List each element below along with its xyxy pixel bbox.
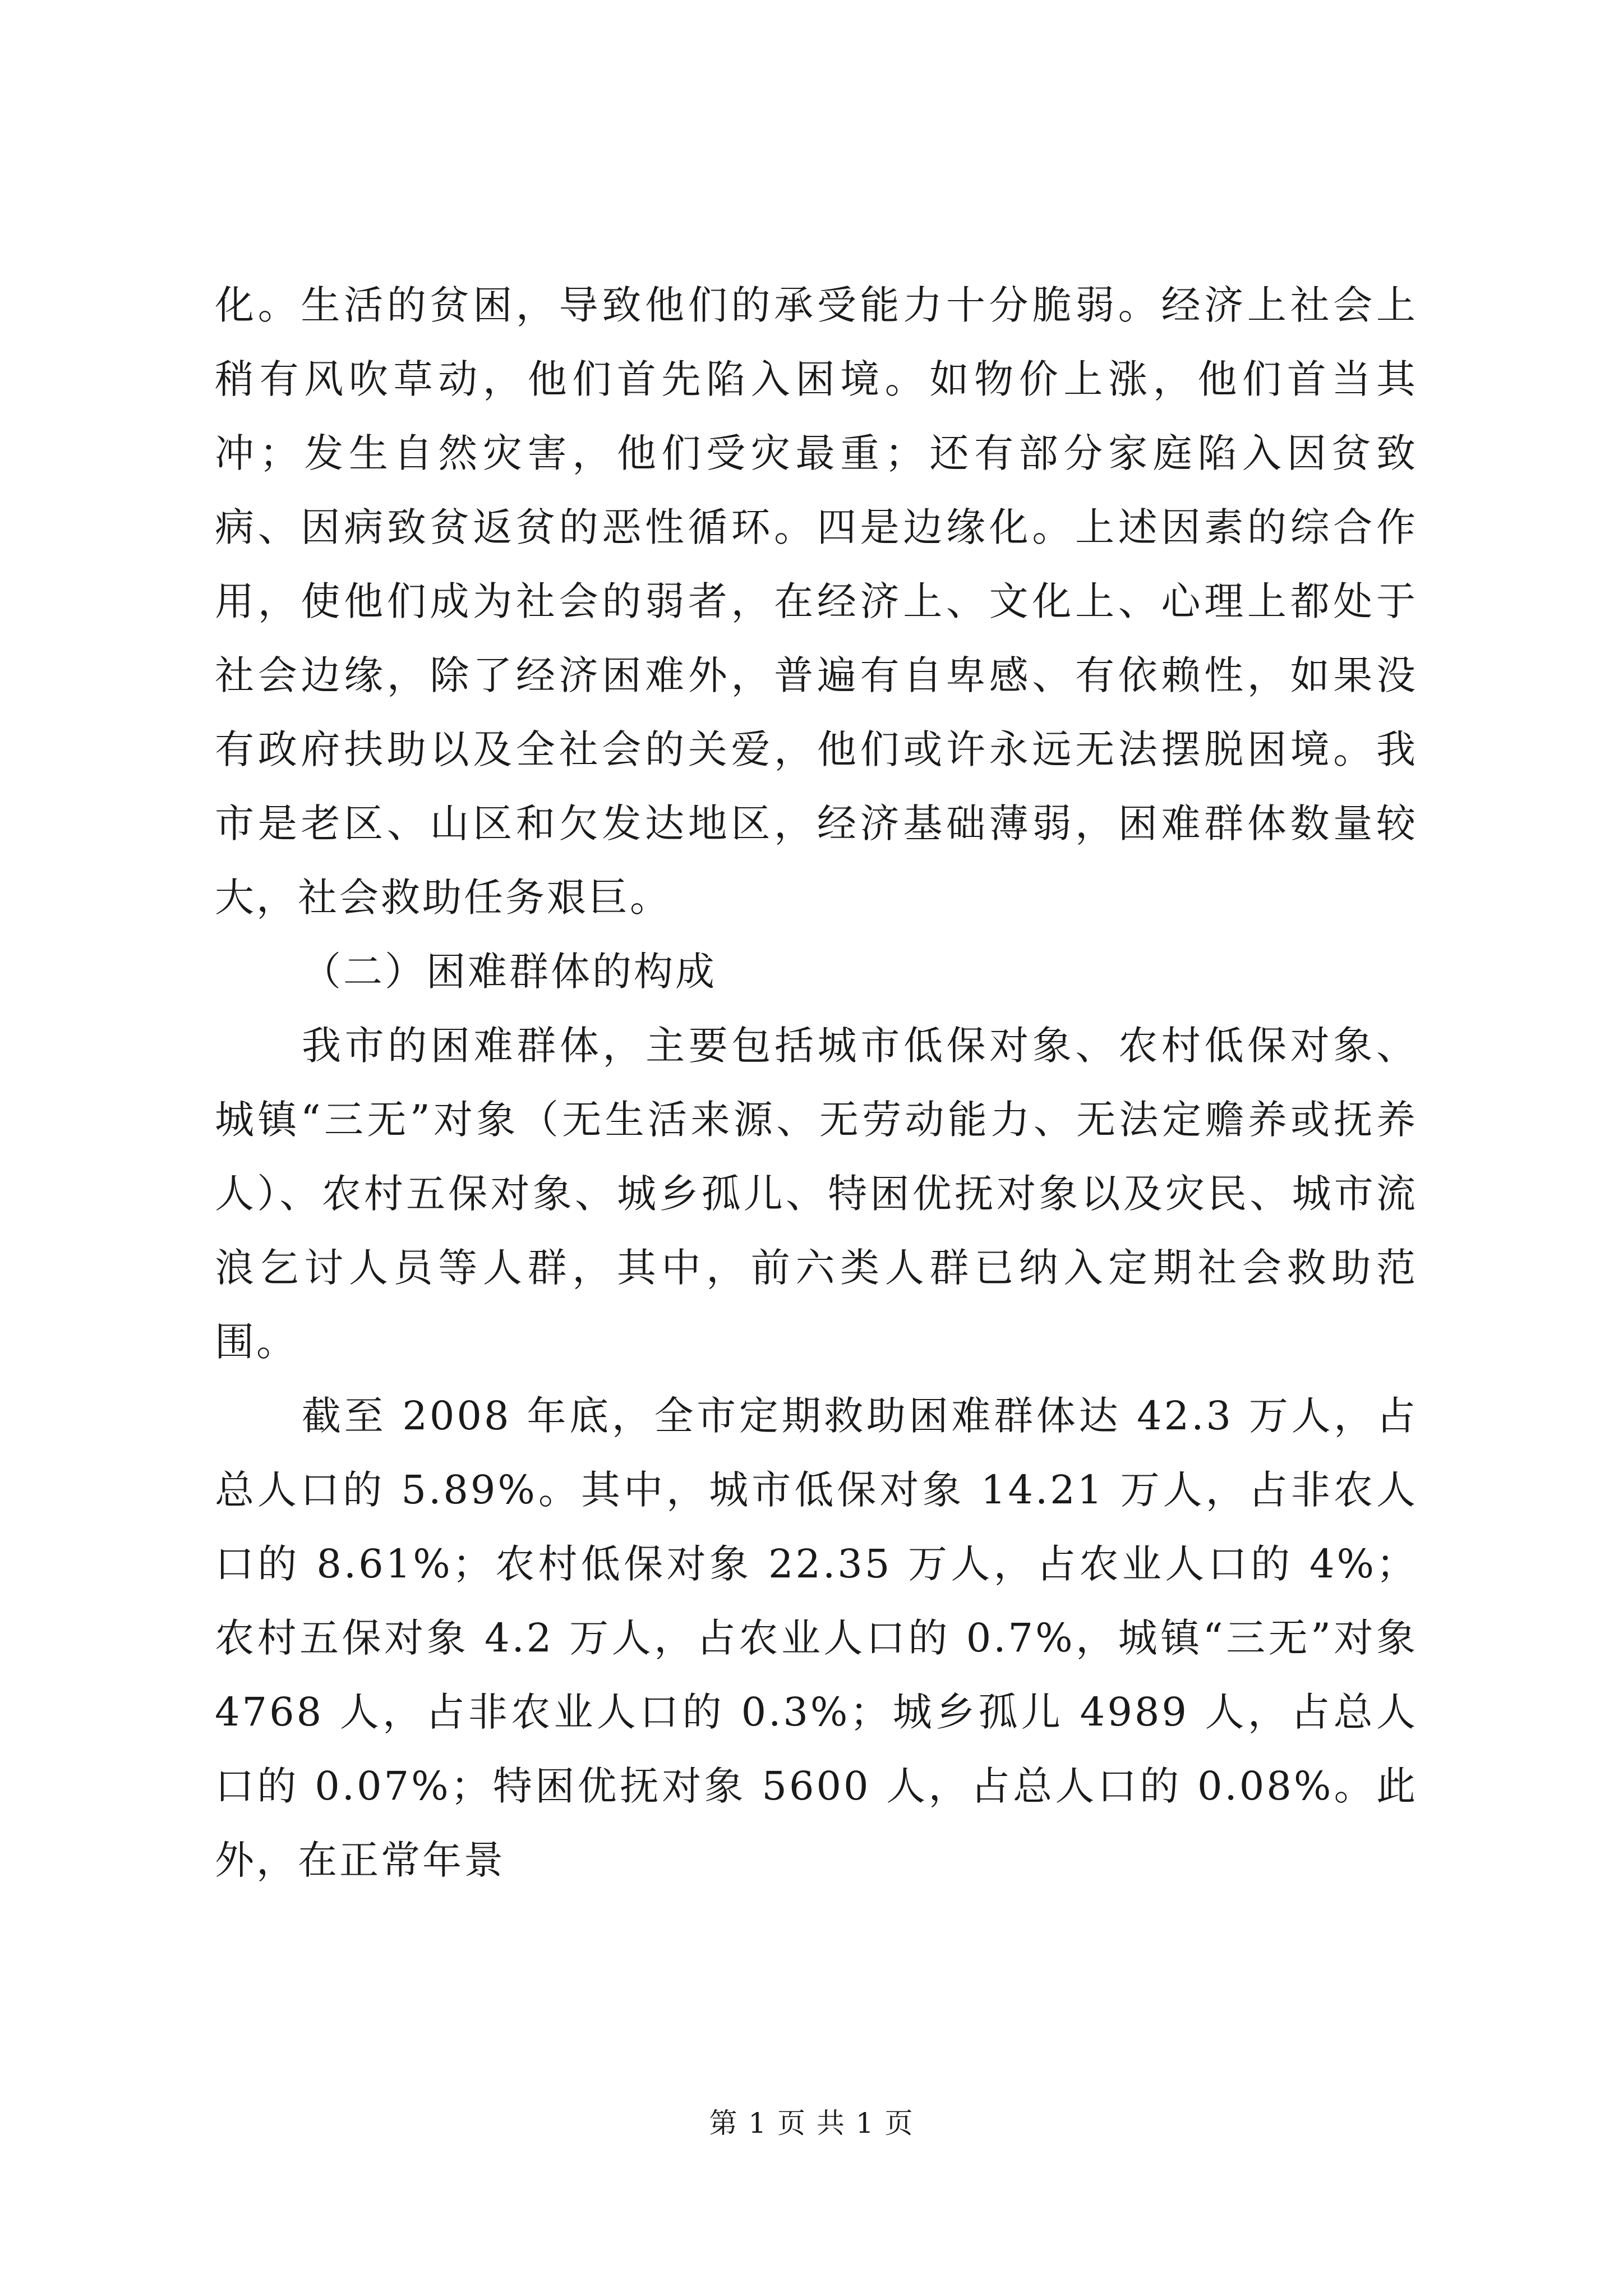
section-heading: （二）困难群体的构成 — [302, 949, 717, 995]
paragraph-group-composition: 我市的困难群体，主要包括城市低保对象、农村低保对象、城镇“三无”对象（无生活来源、无劳动能力、无法定赡养或抚养人）、农村五保对象、城乡孤儿、特困优抚对象以及灾民、城市流浪乞讨人员等人群，其中，前六类人群已纳入定期社会救助范围。 — [215, 1023, 1418, 1365]
paragraph-statistics: 截至 2008 年底，全市定期救助困难群体达 42.3 万人，占总人口的 5.89%。其中，城市低保对象 14.21 万人，占非农人口的 8.61%；农村低保对象 22.35 万人，占农业人口的 4%；农村五保对象 4.2 万人，占农业人口的 0.7%，城镇“三无”对象 4768 人，占非农业人口的 0.3%；城乡孤儿 4989 人，占总人口的 0.07%；特困优抚对象 5600 人，占总人口的 0.08%。此外，在正常年景 — [215, 1393, 1418, 1883]
document-body — [215, 268, 1418, 1897]
paragraph-continuation: 化。生活的贫困，导致他们的承受能力十分脆弱。经济上社会上稍有风吹草动，他们首先陷入困境。如物价上涨，他们首当其冲；发生自然灾害，他们受灾最重；还有部分家庭陷入因贫致病、因病致贫返贫的恶性循环。四是边缘化。上述因素的综合作用，使他们成为社会的弱者，在经济上、文化上、心理上都处于社会边缘，除了经济困难外，普遍有自卑感、有依赖性，如果没有政府扶助以及全社会的关爱，他们或许永远无法摆脱困境。我市是老区、山区和欠发达地区，经济基础薄弱，困难群体数量较大，社会救助任务艰巨。 — [215, 282, 1418, 921]
page-footer: 第 1 页 共 1 页 — [709, 2107, 914, 2139]
